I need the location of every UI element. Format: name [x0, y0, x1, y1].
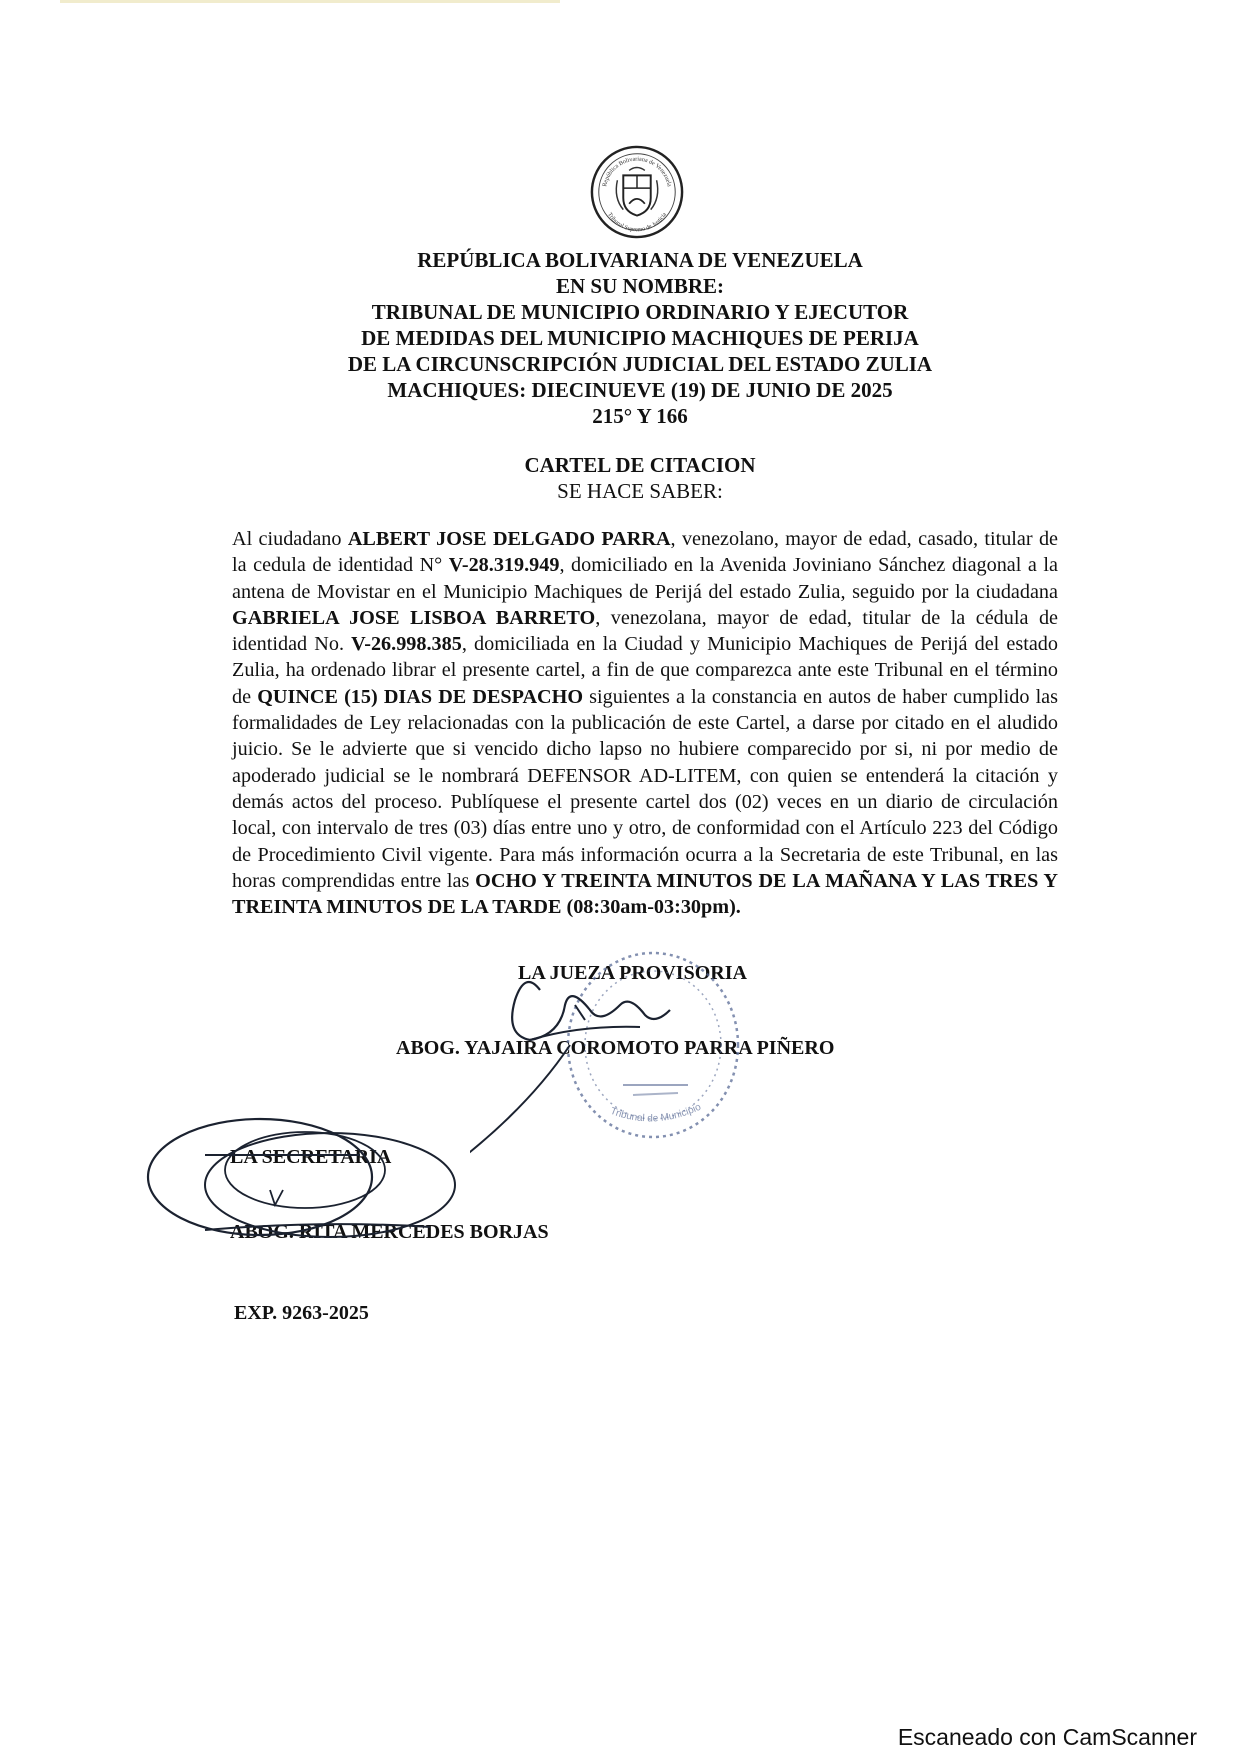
body-text-1: Al ciudadano: [232, 528, 348, 550]
svg-text:Tribunal de Municipio: Tribunal de Municipio: [608, 1101, 703, 1125]
secretary-name: ABOG. RITA MERCEDES BORJAS: [230, 1221, 549, 1243]
scanner-watermark: Escaneado con CamScanner: [897, 1724, 1197, 1750]
defendant-name: ALBERT JOSE DELGADO PARRA: [347, 528, 671, 550]
header-line-years: 215° Y 166: [592, 404, 688, 428]
header-line-municipio: DE MEDIDAS DEL MUNICIPIO MACHIQUES DE PERIJA: [361, 326, 919, 350]
judge-title: LA JUEZA PROVISORIA: [518, 962, 747, 984]
plaintiff-id: V-26.998.385: [351, 633, 462, 656]
notice-body: [232, 526, 1058, 920]
title-sub: SE HACE SABER:: [557, 479, 723, 503]
svg-text:República Bolivariana de Venez: República Bolivariana de Venezuela: [602, 156, 672, 188]
judge-name: ABOG. YAJAIRA COROMOTO PARRA PIÑERO: [396, 1037, 835, 1059]
document-title: [200, 452, 1080, 504]
header-line-circunscripcion: DE LA CIRCUNSCRIPCIÓN JUDICIAL DEL ESTADO ZULIA: [347, 352, 933, 376]
svg-text:Tribunal Supremo de Justicia: Tribunal Supremo de Justicia: [606, 211, 668, 234]
title-main: CARTEL DE CITACION: [524, 453, 756, 477]
body-text-3: , domiciliado en la Avenida Joviniano Sánchez diagonal a la antena de Movistar en el Municipio Machiques de Perijá del estado Zulia, seguido por la ciudadana: [232, 554, 1058, 603]
header-line-name: EN SU NOMBRE:: [555, 274, 724, 298]
document-header: [200, 247, 1080, 429]
header-line-tribunal: TRIBUNAL DE MUNICIPIO ORDINARIO Y EJECUTOR: [371, 300, 909, 324]
defendant-id: V-28.319.949: [448, 554, 560, 577]
coat-of-arms-seal: [588, 143, 686, 241]
secretary-signature: [145, 1115, 500, 1250]
header-line-republic: REPÚBLICA BOLIVARIANA DE VENEZUELA: [417, 248, 863, 272]
body-text-6: siguientes a la constancia en autos de haber cumplido las formalidades de Ley relacionadas con la publicación de este Cartel, a darse por citado en el aludido juicio. Se le advierte que si vencido dicho lapso no hubiere comparecido por si, ni por medio de apoderado judicial se le nombrará DEFENSOR AD-LITEM, con quien se entenderá la citación y demás actos del proceso. Publíquese el presente cartel dos (02) veces en un diario de circulación local, con intervalo de tres (03) días entre uno y otro, de conformidad con el Artículo 223 del Código de Procedimiento Civil vigente. Para más información ocurra a la Secretaria de este Tribunal, en las horas comprendidas entre las: [232, 685, 1059, 892]
plaintiff-name: GABRIELA JOSE LISBOA BARRETO: [232, 606, 596, 629]
secretary-title: LA SECRETARIA: [230, 1146, 392, 1168]
judge-signature: [470, 965, 730, 1165]
scan-edge-artifact: [60, 0, 560, 3]
office-hours: OCHO Y TREINTA MINUTOS DE LA MAÑANA Y LAS TRES Y TREINTA MINUTOS DE LA TARDE (08:30am-03:30pm).: [232, 869, 1058, 919]
body-text-4: , venezolana, mayor de edad, titular de la cédula de identidad No.: [232, 606, 1058, 656]
term-days: QUINCE (15) DIAS DE DESPACHO: [257, 685, 584, 708]
body-text-5: , domiciliada en la Ciudad y Municipio Machiques de Perijá del estado Zulia, ha ordenado librar el presente cartel, a fin de que comparezca ante este Tribunal en el término de: [232, 633, 1058, 708]
expediente-number: EXP. 9263-2025: [234, 1302, 369, 1324]
body-text-2: , venezolano, mayor de edad, casado, titular de la cedula de identidad N°: [232, 528, 1059, 577]
header-line-date: MACHIQUES: DIECINUEVE (19) DE JUNIO DE 2025: [387, 378, 893, 402]
